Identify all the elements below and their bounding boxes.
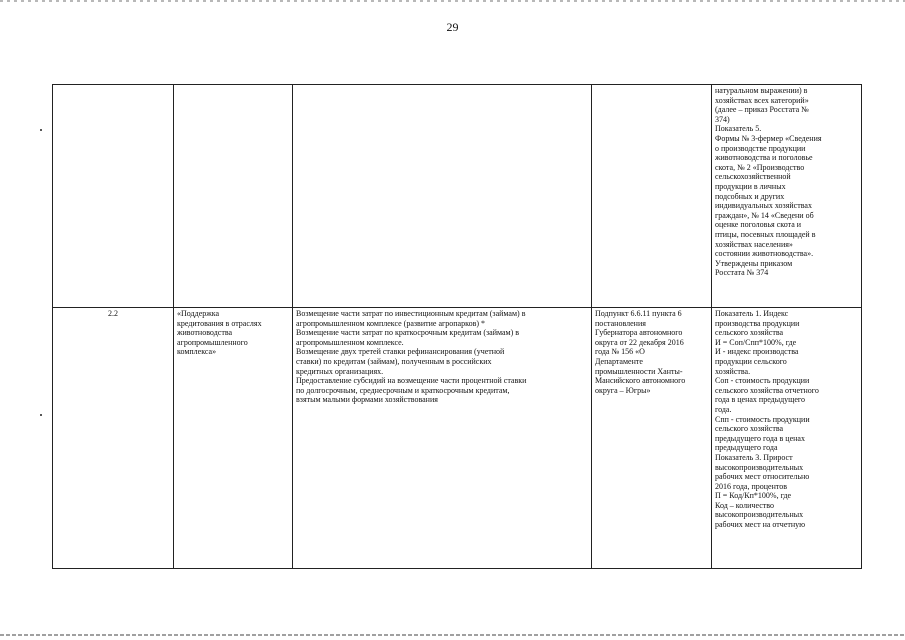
table-cell-basis bbox=[592, 85, 712, 308]
page-number: 29 bbox=[446, 20, 459, 34]
table-cell-name: «Поддержка кредитования в отраслях животноводства агропромышленного комплекса» bbox=[174, 308, 293, 569]
table-cell-indicators: натуральном выражении) в хозяйствах всех категорий» (далее – приказ Росстата № 374) Показатель 5. Формы № 3-фермер «Сведения о производстве продукции животноводства и поголовье скота, № 2 «Производство сельскохозяйственной продукции в личных подсобных и других индивидуальных хозяйствах граждан», № 14 «Сведени об оценке поголовья скота и птицы, посевных площадей в хозяйствах населения» состоянии животноводства». Утверждены приказом Росстата № 374 bbox=[712, 85, 862, 308]
scan-speck bbox=[40, 129, 42, 131]
table-cell-description: Возмещение части затрат по инвестиционным кредитам (займам) в агропромышленном комплексе (развитие агропарков) * Возмещение части затрат по краткосрочным кредитам (займам) в агропромышленном комплексе. Возмещение двух третей ставки рефинансирования (учетной ставки) по кредитам (займам), полученным в российских кредитных организациях. Предоставление субсидий на возмещение части процентной ставки по долгосрочным, среднесрочным и краткосрочным кредитам, взятым малыми формами хозяйствования bbox=[293, 308, 592, 569]
table-cell-number bbox=[53, 85, 174, 308]
table-row bbox=[53, 85, 862, 308]
scan-speck bbox=[40, 414, 42, 416]
table-cell-basis: Подпункт 6.6.11 пункта 6 постановления Губернатора автономного округа от 22 декабря 2016 года № 156 «О Департаменте промышленности Ханты- Мансийского автономного округа – Югры» bbox=[592, 308, 712, 569]
program-table bbox=[52, 84, 862, 569]
scan-edge-bottom bbox=[0, 634, 905, 636]
table-cell-description bbox=[293, 85, 592, 308]
scan-edge-top bbox=[0, 0, 905, 2]
table-row bbox=[53, 308, 862, 569]
table-cell-number: 2.2 bbox=[53, 308, 174, 569]
table-cell-name bbox=[174, 85, 293, 308]
table-cell-indicators: Показатель 1. Индекс производства продукции сельского хозяйства И = Соп/Спп*100%, где И - индекс производства продукции сельского хозяйства. Соп - стоимость продукции сельского хозяйства отчетного года в ценах предыдущего года. Спп - стоимость продукции сельского хозяйства предыдущего года в ценах предыдущего года Показатель 3. Прирост высокопроизводительных рабочих мест относительно 2016 года, процентов П = Код/Кп*100%, где Код – количество высокопроизводительных рабочих мест на отчетную bbox=[712, 308, 862, 569]
